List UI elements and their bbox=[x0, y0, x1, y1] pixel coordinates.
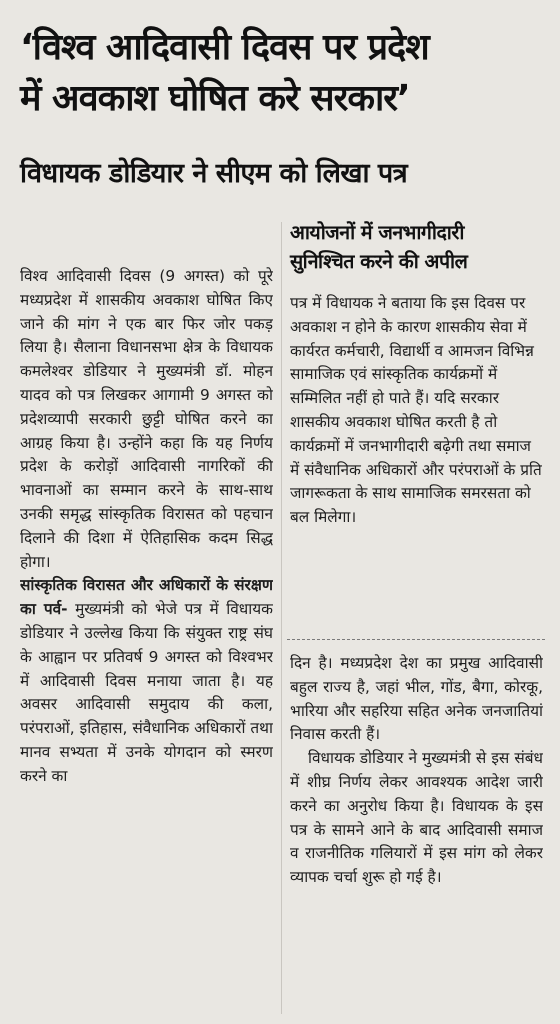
section-divider bbox=[287, 639, 545, 640]
right-subhead-line-2: सुनिश्चित करने की अपील bbox=[290, 250, 468, 273]
left-para-2-text: मुख्यमंत्री को भेजे पत्र में विधायक डोडियार ने उल्लेख किया कि संयुक्त राष्ट्र संघ के आह्वान पर प्रतिवर्ष 9 अगस्त को विश्वभर में आदिवासी दिवस मनाया जाता है। यह अवसर आदिवासी समुदाय की कला, परंपराओं, इतिहास, संवैधानिक अधिकारों तथा मानव सभ्यता में उनके योगदान को स्मरण करने का bbox=[20, 600, 273, 785]
continued-para: दिन है। मध्यप्रदेश देश का प्रमुख आदिवासी बहुल राज्य है, जहां भील, गोंड, बैगा, कोरकू, भारिया और सहरिया सहित अनेक जनजातियां निवास करती हैं। bbox=[290, 654, 543, 744]
left-para-1: विश्व आदिवासी दिवस (9 अगस्त) को पूरे मध्यप्रदेश में शासकीय अवकाश घोषित किए जाने की मांग ने एक बार फिर जोर पकड़ लिया है। सैलाना विधानसभा क्षेत्र के विधायक कमलेश्वर डोडियार ने मुख्यमंत्री डॉ. मोहन यादव को पत्र लिखकर आगामी 9 अगस्त को प्रदेशव्यापी सरकारी छुट्टी घोषित करने का आग्रह किया है। उन्होंने कहा कि यह निर्णय प्रदेश के करोड़ों आदिवासी नागरिकों की भावनाओं का सम्मान करने के साथ-साथ उनकी समृद्ध सांस्कृतिक विरासत को पहचान दिलाने की दिशा में ऐतिहासिक कदम सिद्ध होगा। bbox=[20, 267, 273, 571]
subheadline: विधायक डोडियार ने सीएम को लिखा पत्र bbox=[20, 158, 408, 189]
headline bbox=[20, 22, 545, 124]
right-column-bottom bbox=[290, 652, 543, 1014]
right-column-subhead bbox=[290, 218, 542, 276]
left-column bbox=[20, 265, 273, 1010]
headline-line-2: में अवकाश घोषित करे सरकार’ bbox=[20, 78, 410, 119]
headline-line-1: ‘विश्व आदिवासी दिवस पर प्रदेश bbox=[20, 27, 429, 68]
right-subhead-line-1: आयोजनों में जनभागीदारी bbox=[290, 221, 464, 244]
column-rule bbox=[281, 222, 282, 1014]
right-column-top bbox=[290, 292, 542, 632]
right-para: पत्र में विधायक ने बताया कि इस दिवस पर अवकाश न होने के कारण शासकीय सेवा में कार्यरत कर्मचारी, विद्यार्थी व आमजन विभिन्न सामाजिक एवं सांस्कृतिक कार्यक्रमों में सम्मिलित नहीं हो पाते हैं। यदि सरकार शासकीय अवकाश घोषित करती है तो कार्यक्रमों में जनभागीदारी बढ़ेगी तथा समाज में संवैधानिक अधिकारों और परंपराओं के प्रति जागरूकता के साथ सामाजिक समरसता को बल मिलेगा। bbox=[290, 294, 542, 527]
section-subhead: सांस्कृतिक विरासत और अधिकारों के संरक्षण का पर्व- bbox=[20, 576, 273, 619]
left-para-2 bbox=[20, 574, 273, 788]
final-para: विधायक डोडियार ने मुख्यमंत्री से इस संबंध में शीघ्र निर्णय लेकर आवश्यक आदेश जारी करने का अनुरोध किया है। विधायक के इस पत्र के सामने आने के बाद आदिवासी समाज व राजनीतिक गलियारों में इस मांग को लेकर व्यापक चर्चा शुरू हो गई है। bbox=[290, 749, 543, 887]
